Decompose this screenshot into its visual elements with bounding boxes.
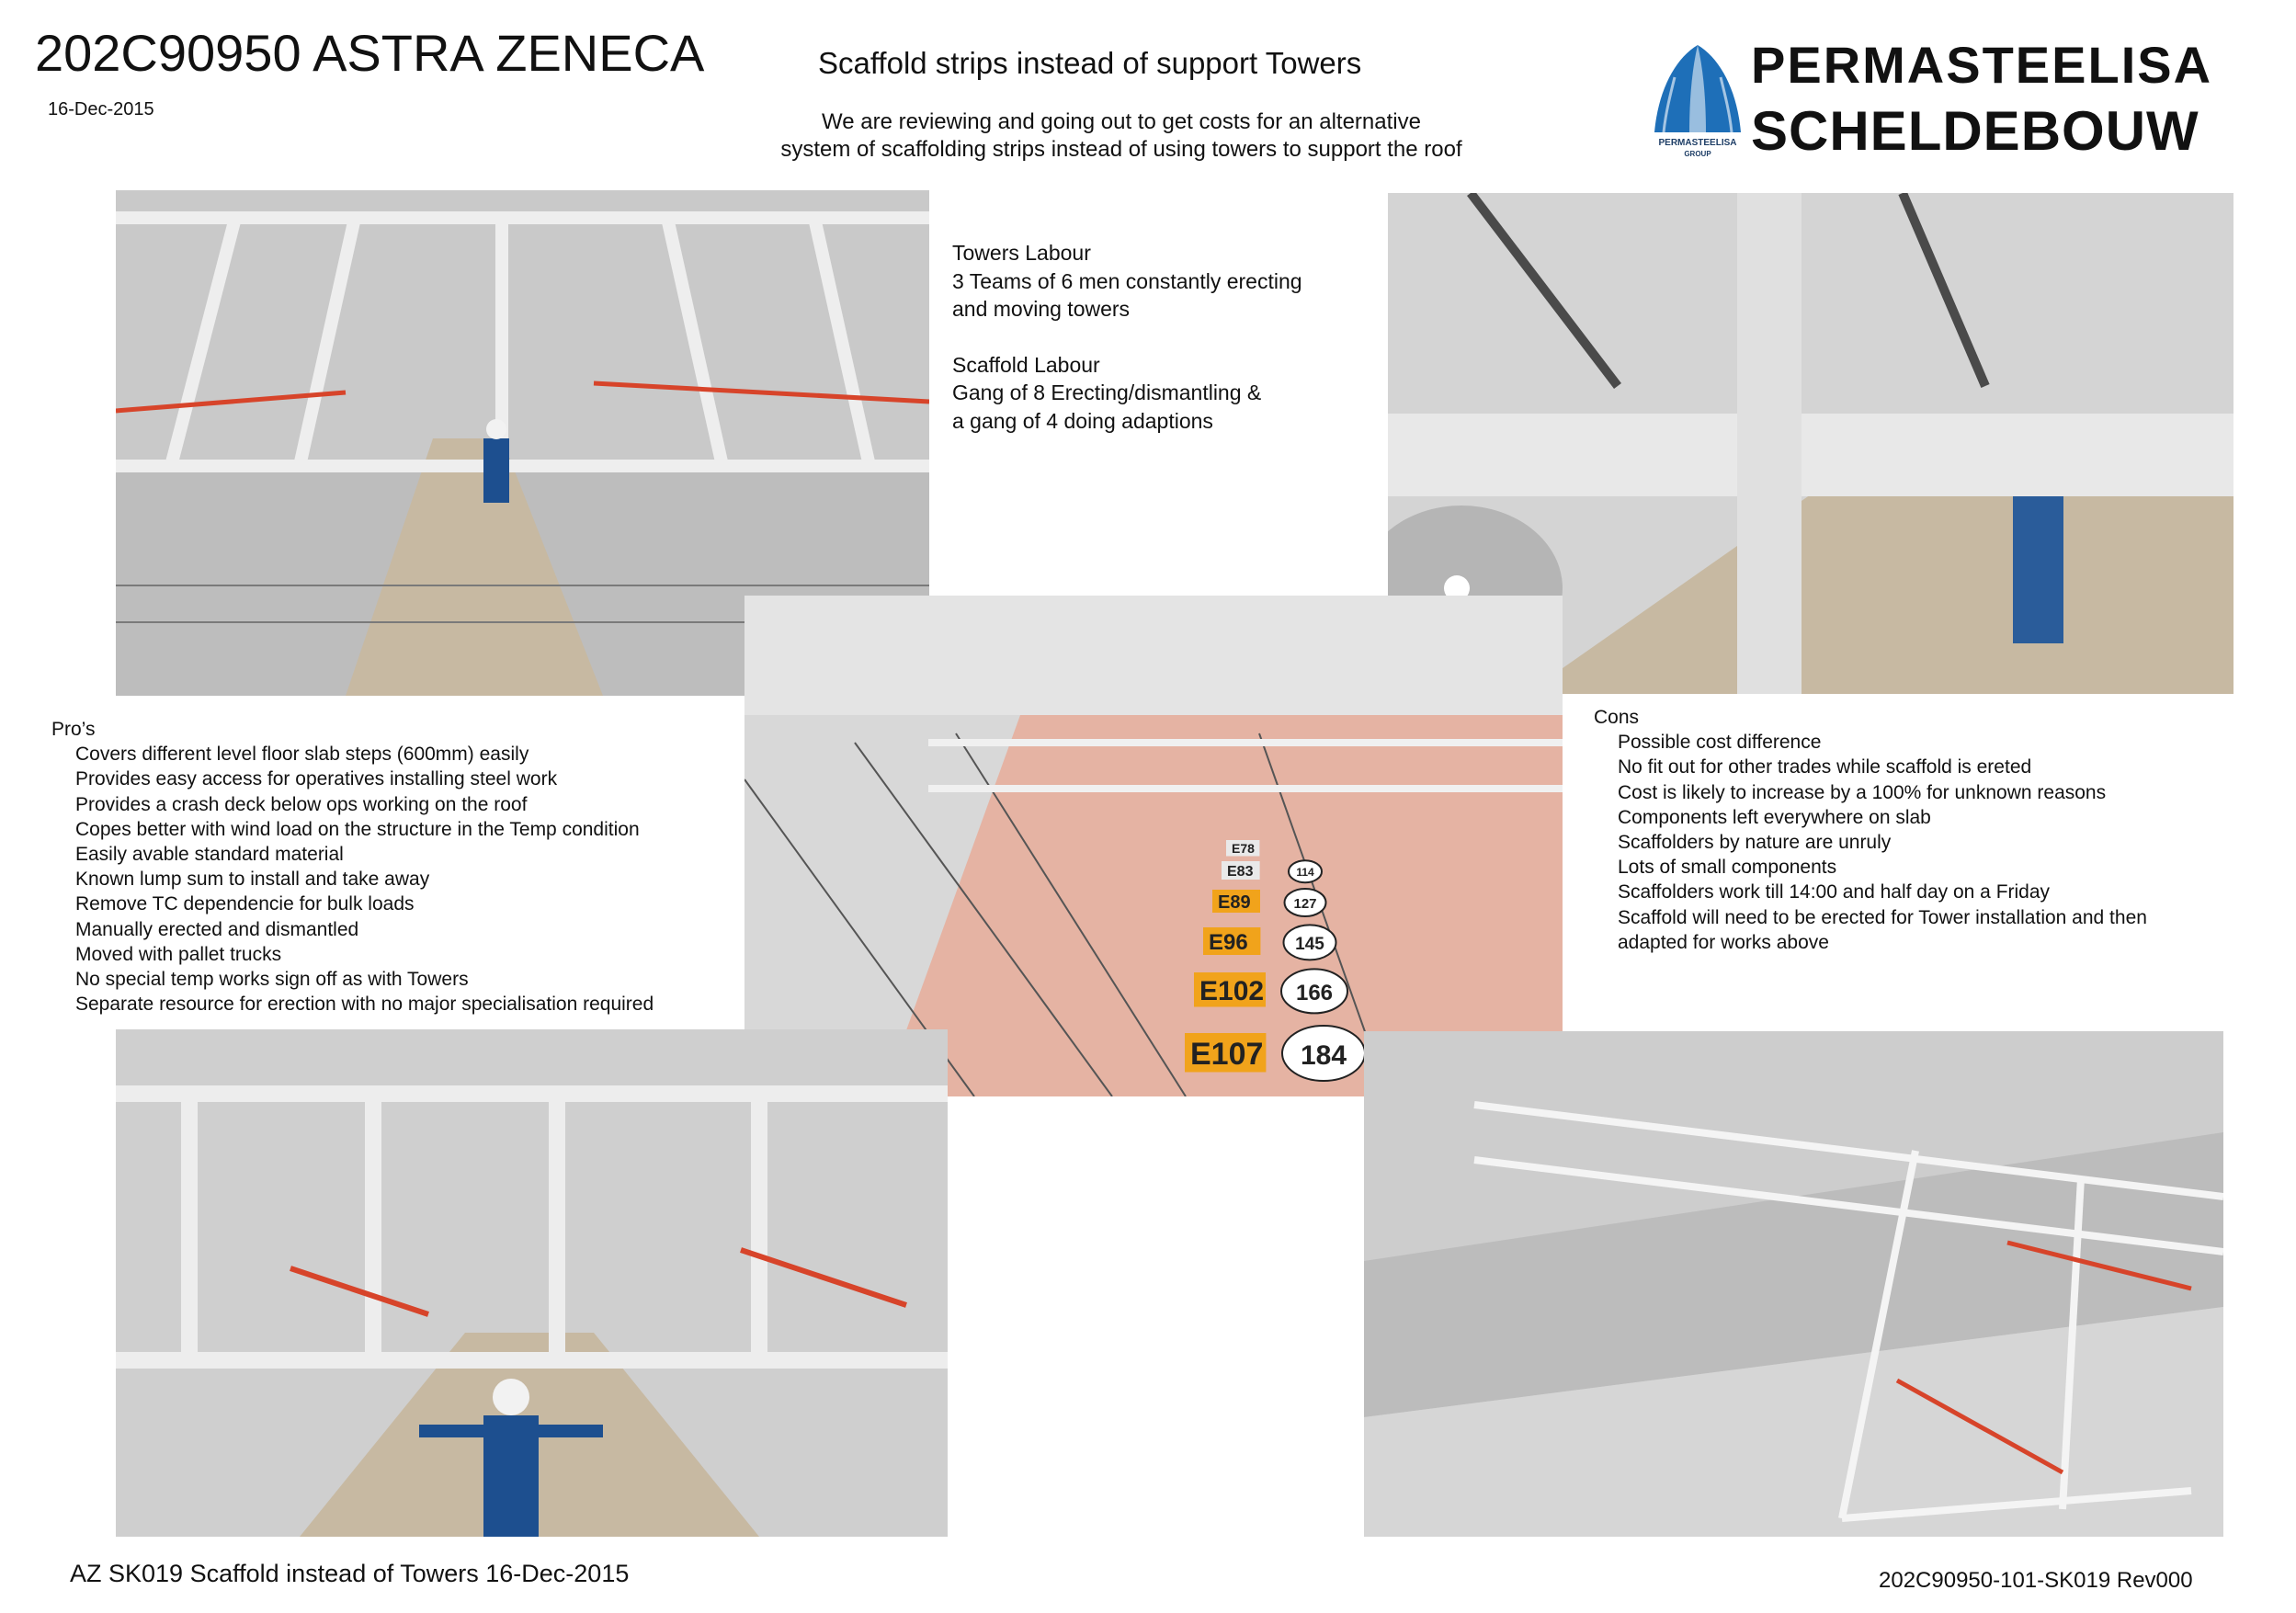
scaffold-labour-line-1: Gang of 8 Erecting/dismantling & [952,381,1262,404]
cons-item: adapted for works above [1618,931,1829,953]
worker-figure [483,419,509,503]
pros-item: Covers different level floor slab steps (600mm) easily [75,744,529,766]
scaffold-labour-line-2: a gang of 4 doing adaptions [952,408,1213,433]
pros-item: Provides a crash deck below ops working on the roof [75,793,528,815]
cons-heading: Cons [1594,707,1640,728]
pros-list [51,717,750,1017]
pros-item: Moved with pallet trucks [75,943,282,965]
intro-text [717,108,1526,164]
pros-item: Copes better with wind load on the structure in the Temp condition [75,818,640,840]
cons-item: Components left everywhere on slab [1618,806,1931,828]
grid-label: E78 [1232,841,1255,856]
towers-labour-line-2: and moving towers [952,297,1131,321]
grid-label: E102 [1199,976,1265,1006]
brand-name-scheldebouw: SCHELDEBOUW [1751,100,2199,162]
project-title: 202C90950 ASTRA ZENECA [35,24,705,82]
grid-label: E96 [1209,930,1248,955]
cons-item: Lots of small components [1618,857,1837,879]
brand-name-permasteelisa: PERMASTEELISA [1751,36,2213,94]
pros-item: Known lump sum to install and take away [75,869,430,891]
scaffold-labour-heading: Scaffold Labour [952,352,1100,377]
sheet-title: Scaffold strips instead of support Towers [818,46,1362,80]
emblem-text-1: PERMASTEELISA [1658,138,1737,148]
footer-drawing-number: 202C90950-101-SK019 Rev000 [1879,1568,2193,1593]
grid-number: 166 [1295,981,1334,1005]
document-date: 16-Dec-2015 [48,99,154,119]
grid-number: 127 [1293,896,1317,912]
grid-number: 184 [1300,1040,1347,1071]
cons-item: No fit out for other trades while scaffold is ereted [1618,756,2032,778]
towers-labour-line-1: 3 Teams of 6 men constantly erecting [952,268,1302,293]
grid-label: E83 [1227,864,1254,880]
pros-item: Separate resource for erection with no major specialisation required [75,994,654,1016]
cons-item: Scaffold will need to be erected for Tower installation and then [1618,906,2147,928]
grid-number: 145 [1295,935,1324,954]
labour-comparison [952,239,1338,462]
cons-item: Scaffolders by nature are unruly [1618,832,1892,854]
pros-item: No special temp works sign off as with Towers [75,969,469,991]
cons-item: Cost is likely to increase by a 100% for unknown reasons [1618,781,2107,803]
pros-item: Manually erected and dismantled [75,918,359,940]
pros-item: Provides easy access for operatives installing steel work [75,768,558,790]
intro-line-1: We are reviewing and going out to get costs for an alternative [822,109,1421,134]
grid-label: E89 [1218,892,1251,913]
render-center-slab-overview [744,596,1563,1096]
cons-list [1594,705,2237,955]
emblem-text-2: GROUP [1684,150,1711,158]
permasteelisa-logo-emblem [1647,40,1748,160]
footer-sheet-reference: AZ SK019 Scaffold instead of Towers 16-Dec-2015 [70,1560,630,1587]
grid-label: E107 [1190,1037,1264,1072]
grid-number: 114 [1296,866,1314,879]
render-bottom-left-truss [116,1029,948,1537]
towers-labour-heading: Towers Labour [952,241,1091,265]
pros-item: Easily avable standard material [75,844,344,866]
intro-line-2: system of scaffolding strips instead of using towers to support the roof [780,137,1462,162]
cons-item: Scaffolders work till 14:00 and half day on a Friday [1618,881,2051,903]
pros-heading: Pro’s [51,719,96,740]
cons-item: Possible cost difference [1618,732,1822,754]
pros-item: Remove TC dependencie for bulk loads [75,893,415,915]
render-bottom-right-truss [1364,1031,2223,1537]
